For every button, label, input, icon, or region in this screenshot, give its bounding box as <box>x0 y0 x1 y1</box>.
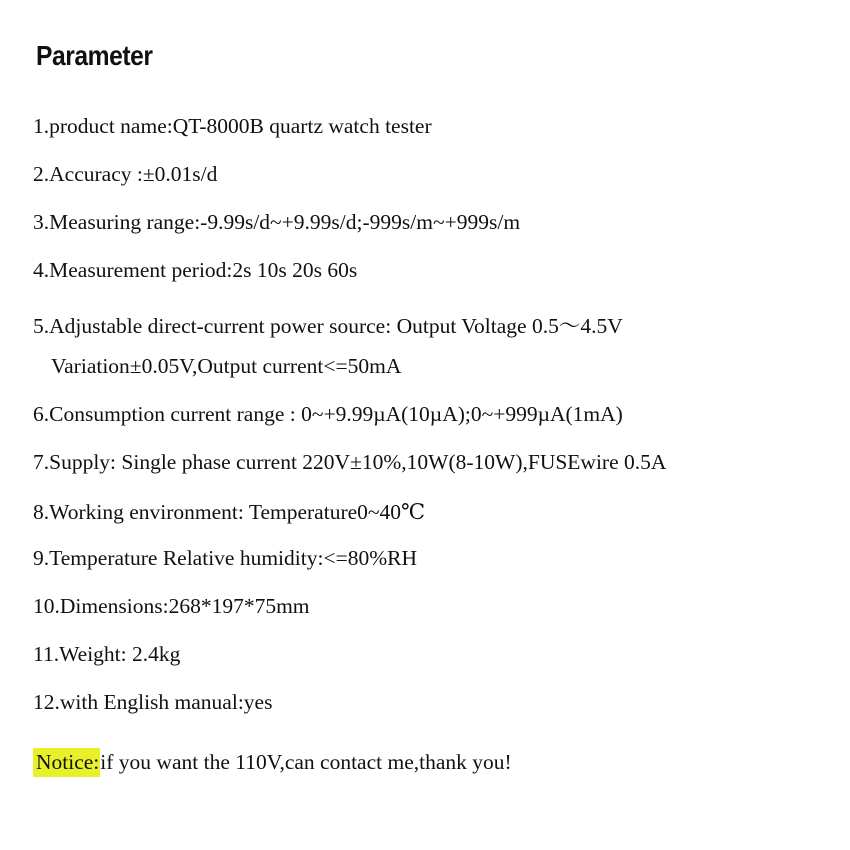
param-measuring-range: 3.Measuring range:-9.99s/d~+9.99s/d;-999s/m~+999s/m <box>33 210 521 234</box>
notice-text: if you want the 110V,can contact me,thank you! <box>100 750 512 774</box>
notice-line <box>36 750 512 775</box>
notice-label: Notice: <box>33 748 100 777</box>
param-weight: 11.Weight: 2.4kg <box>33 642 181 666</box>
param-supply: 7.Supply: Single phase current 220V±10%,10W(8-10W),FUSEwire 0.5A <box>33 450 667 474</box>
param-accuracy: 2.Accuracy :±0.01s/d <box>33 162 218 186</box>
param-consumption-current: 6.Consumption current range : 0~+9.99µA(10µA);0~+999µA(1mA) <box>33 402 623 426</box>
param-working-environment: 8.Working environment: Temperature0~40℃ <box>33 500 426 524</box>
param-product-name: 1.product name:QT-8000B quartz watch tester <box>33 114 432 138</box>
page-title: Parameter <box>36 40 153 71</box>
param-measurement-period: 4.Measurement period:2s 10s 20s 60s <box>33 258 358 282</box>
param-humidity: 9.Temperature Relative humidity:<=80%RH <box>33 546 417 570</box>
param-power-source: 5.Adjustable direct-current power source: Output Voltage 0.5～4.5V <box>33 314 623 338</box>
param-manual: 12.with English manual:yes <box>33 690 273 714</box>
param-dimensions: 10.Dimensions:268*197*75mm <box>33 594 310 618</box>
param-power-source-variation: Variation±0.05V,Output current<=50mA <box>51 354 402 378</box>
